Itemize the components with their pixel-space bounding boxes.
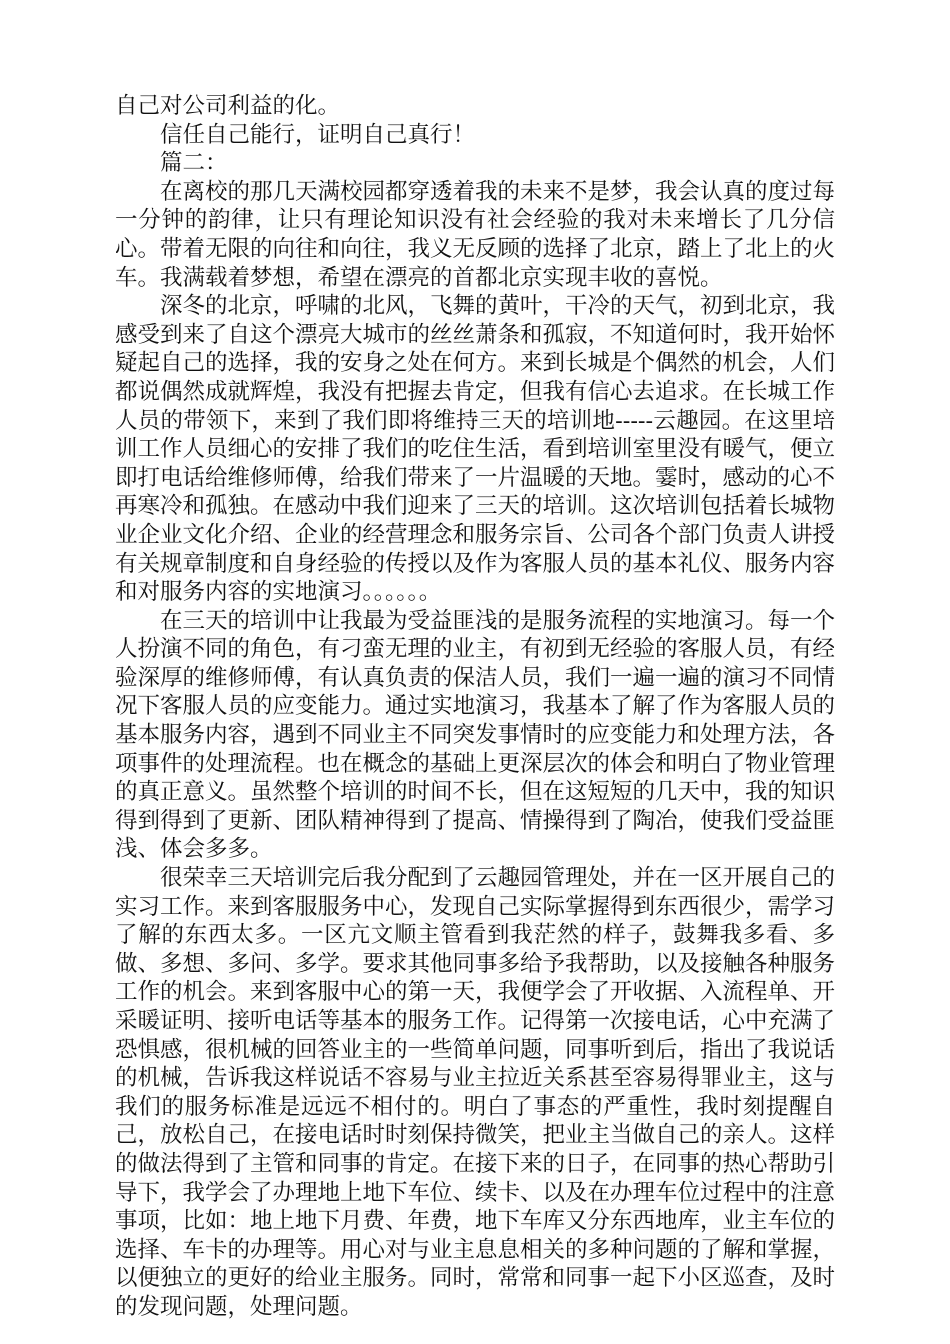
paragraph-4: 在离校的那几天满校园都穿透着我的未来不是梦，我会认真的度过每一分钟的韵律，让只有理论知识没有社会经验的我对未来增长了几分信心。带着无限的向往和向往，我义无反顾的选择了北京，踏上了北上的火车。我满载着梦想，希望在漂亮的首都北京实现丰收的喜悦。 [115,178,836,291]
paragraph-7: 很荣幸三天培训完后我分配到了云趣园管理处，并在一区开展自己的实习工作。来到客服服务中心，发现自己实际掌握得到东西很少，需学习了解的东西太多。一区亢文顺主管看到我茫然的样子，鼓舞我多看、多做、多想、多问、多学。要求其他同事多给予我帮助，以及接触各种服务工作的机会。来到客服中心的第一天，我便学会了开收据、入流程单、开采暖证明、接听电话等基本的服务工作。记得第一次接电话，心中充满了恐惧感，很机械的回答业主的一些简单问题，同事听到后，指出了我说话的机械，告诉我这样说话不容易与业主拉近关系甚至容易得罪业主，这与我们的服务标准是远远不相付的。明白了事态的严重性，我时刻提醒自己，放松自己，在接电话时时刻保持微笑，把业主当做自己的亲人。这样的做法得到了主管和同事的肯定。在接下来的日子，在同事的热心帮助引导下，我学会了办理地上地下车位、续卡、以及在办理车位过程中的注意事项，比如：地上地下月费、年费，地下车库又分东西地库，业主车位的选择、车卡的办理等。用心对与业主息息相关的多种问题的了解和掌握，以便独立的更好的给业主服务。同时，常常和同事一起下小区巡查，及时的发现问题，处理问题。 [115,865,836,1320]
document-page [115,92,835,1322]
paragraph-6: 在三天的培训中让我最为受益匪浅的是服务流程的实地演习。每一个人扮演不同的角色，有刁蛮无理的业主，有初到无经验的客服人员，有经验深厚的维修师傅，有认真负责的保洁人员，我们一遍一遍的演习不同情况下客服人员的应变能力。通过实地演习，我基本了解了作为客服人员的基本服务内容，遇到不同业主不同突发事情时的应变能力和处理方法，各项事件的处理流程。也在概念的基础上更深层次的体会和明白了物业管理的真正意义。虽然整个培训的时间不长，但在这短短的几天中，我的知识得到得到了更新、团队精神得到了提高、情操得到了陶冶，使我们受益匪浅、体会多多。 [115,607,836,863]
section-heading: 篇二： [160,150,228,177]
paragraph-2: 信任自己能行，证明自己真行！ [160,121,476,148]
paragraph-1: 自己对公司利益的化。 [115,93,341,119]
paragraph-5: 深冬的北京，呼啸的北风，飞舞的黄叶，干冷的天气，初到北京，我感受到来了自这个漂亮大城市的丝丝萧条和孤寂，不知道何时，我开始怀疑起自己的选择，我的安身之处在何方。来到长城是个偶然的机会，人们都说偶然成就辉煌，我没有把握去肯定，但我有信心去追求。在长城工作人员的带领下，来到了我们即将维持三天的培训地-----云趣园。在这里培训工作人员细心的安排了我们的吃住生活，看到培训室里没有暖气，便立即打电话给维修师傅，给我们带来了一片温暖的天地。霎时，感动的心不再寒冷和孤独。在感动中我们迎来了三天的培训。这次培训包括着长城物业企业文化介绍、企业的经营理念和服务宗旨、公司各个部门负责人讲授有关规章制度和自身经验的传授以及作为客服人员的基本礼仪、服务内容和对服务内容的实地演习。。。。。。 [115,293,836,606]
